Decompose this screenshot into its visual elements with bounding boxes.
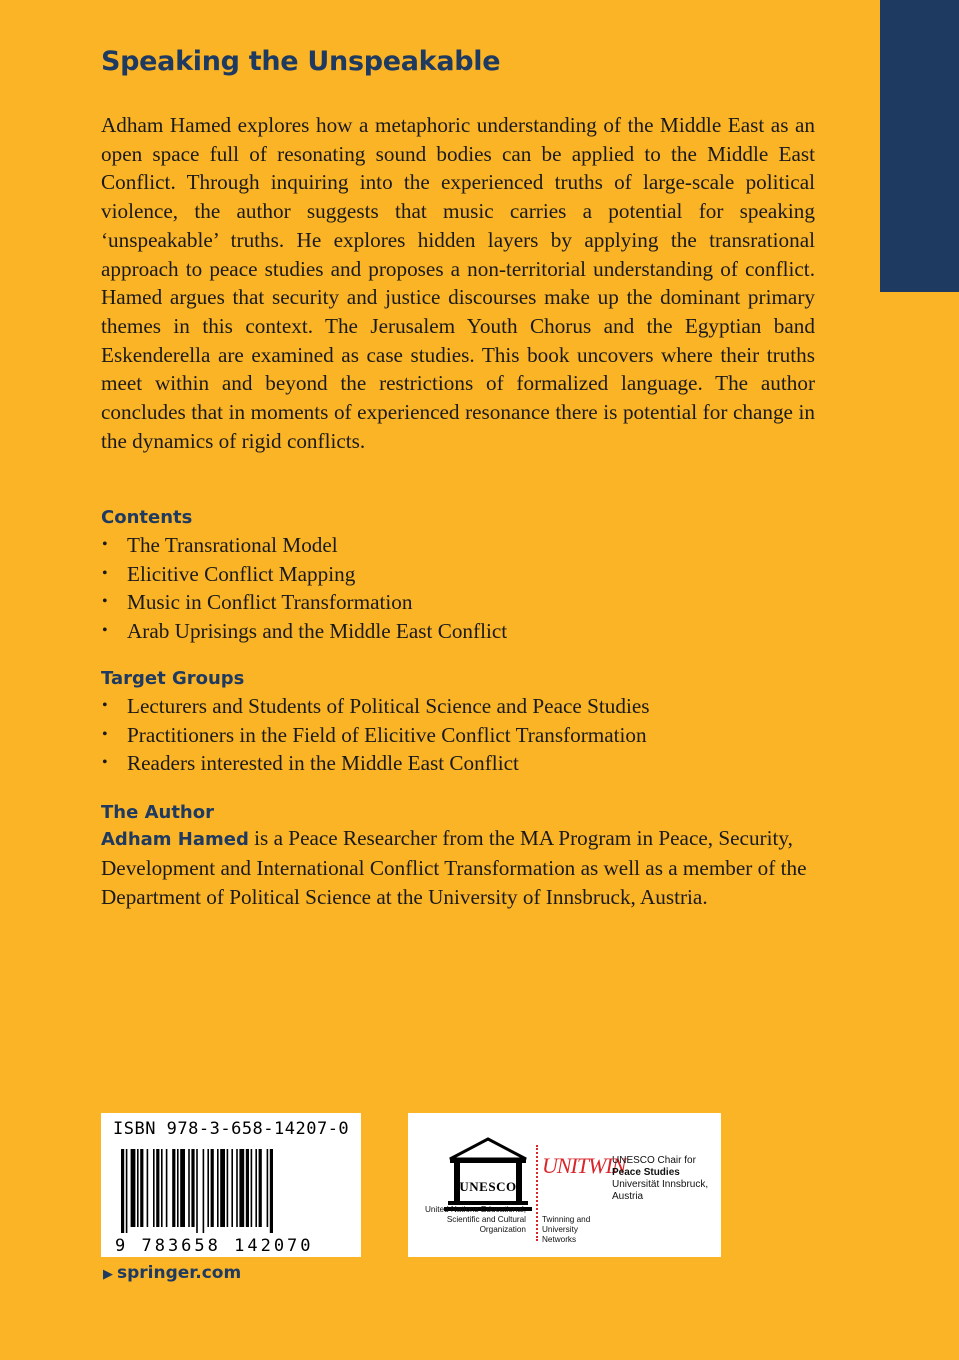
bullet-icon: • [102, 697, 108, 714]
barcode-graphic [101, 1113, 361, 1257]
springer-link[interactable]: ▶ springer.com [103, 1263, 242, 1283]
barcode-bar [126, 1149, 128, 1233]
author-bio-text: is a Peace Researcher from the MA Program in Peace, Security, Development and International Conflict Transformation as well as a member of the Department of Political Science at the University of Innsbruck, Austria. [101, 826, 807, 909]
author-name: Adham Hamed [101, 829, 249, 850]
list-item: • Elicitive Conflict Mapping [101, 560, 841, 589]
barcode-bar [191, 1149, 194, 1227]
barcode-bar [239, 1149, 244, 1227]
barcode-bar [172, 1149, 175, 1227]
list-item: • Music in Conflict Transformation [101, 588, 841, 617]
list-item: • The Transrational Model [101, 531, 841, 560]
unesco-logo-text: UNESCO [459, 1179, 517, 1194]
book-blurb: Adham Hamed explores how a metaphoric understanding of the Middle East as an open space full of resonating sound bodies can be applied to the Middle East Conflict. Through inquiring into the experienced truths of large-scale political violence, the author suggests that music carries a potential for speaking ‘unspeakable’ truths. He explores hidden layers by applying the transrational approach to peace studies and proposes a non-territorial understanding of conflict. Hamed argues that security and justice discourses make up the dominant primary themes in this context. The Jerusalem Youth Chorus and the Egyptian band Eskenderella are examined as case studies. This book uncovers where their truths meet within and beyond the restrictions of formalized language. The author concludes that in moments of experienced resonance there is potential for change in the dynamics of rigid conflicts. [101, 113, 815, 453]
list-item: • Lecturers and Students of Political Science and Peace Studies [101, 692, 841, 721]
barcode-bar [251, 1149, 253, 1227]
barcode-bar [203, 1149, 205, 1233]
list-item: • Arab Uprisings and the Middle East Conflict [101, 617, 841, 646]
author-heading: The Author [101, 802, 214, 823]
barcode-bar [153, 1149, 155, 1227]
bullet-icon: • [102, 622, 108, 640]
author-bio [101, 824, 821, 912]
barcode-digits: 9 783658 142070 [115, 1236, 314, 1256]
author-section [101, 802, 841, 912]
list-item: • Practitioners in the Field of Elicitive Conflict Transformation [101, 721, 841, 750]
unitwin-logo: UNITWIN [542, 1153, 626, 1178]
barcode-bar [137, 1149, 139, 1227]
list-item: • Readers interested in the Middle East Conflict [101, 749, 841, 778]
barcode-bar [231, 1149, 233, 1227]
isbn-label: ISBN 978-3-658-14207-0 [113, 1119, 350, 1139]
target-groups-list [101, 692, 841, 778]
bullet-icon: • [102, 725, 108, 743]
barcode-bar [259, 1149, 262, 1227]
isbn-barcode-box [101, 1113, 361, 1257]
barcode-bar [236, 1149, 238, 1227]
barcode-bar [177, 1149, 179, 1227]
barcode-bar [180, 1149, 185, 1227]
barcode-bar [220, 1149, 225, 1227]
contents-section [101, 507, 841, 646]
barcode-bar [166, 1149, 168, 1227]
bullet-icon: • [102, 593, 108, 611]
barcode-bar [156, 1149, 159, 1227]
book-title: Speaking the Unspeakable [101, 46, 501, 77]
contents-heading: Contents [101, 507, 193, 528]
barcode-bar [121, 1149, 124, 1233]
navy-side-bar [880, 0, 959, 292]
unesco-chair-text: UNESCO Chair for Peace Studies Universität Innsbruck, Austria [612, 1155, 709, 1202]
barcode-bar [131, 1149, 136, 1227]
bullet-icon: • [102, 564, 108, 582]
barcode-bar [188, 1149, 190, 1227]
dotted-divider [536, 1145, 538, 1241]
barcode-bar [211, 1149, 214, 1227]
target-groups-section [101, 668, 841, 778]
contents-list [101, 531, 841, 646]
unesco-logo-box [408, 1113, 721, 1257]
barcode-bar [140, 1149, 143, 1227]
barcode-bar [255, 1149, 257, 1227]
barcode-bar [217, 1149, 219, 1227]
bullet-icon: • [102, 536, 108, 553]
arrow-right-icon: ▶ [103, 1267, 113, 1282]
barcode-bar [207, 1149, 209, 1227]
barcode-bar [147, 1149, 149, 1227]
barcode-bar [227, 1149, 229, 1227]
barcode-bar [267, 1149, 269, 1227]
unesco-caption: United Nations Educational, Scientific and Cultural Organization [424, 1205, 526, 1234]
barcode-bar [270, 1149, 273, 1233]
unitwin-caption: Twinning and University Networks [542, 1215, 591, 1244]
bullet-icon: • [102, 754, 108, 772]
barcode-bar [161, 1149, 163, 1227]
barcode-bar [196, 1149, 198, 1233]
barcode-bar [246, 1149, 249, 1227]
target-groups-heading: Target Groups [101, 668, 245, 689]
